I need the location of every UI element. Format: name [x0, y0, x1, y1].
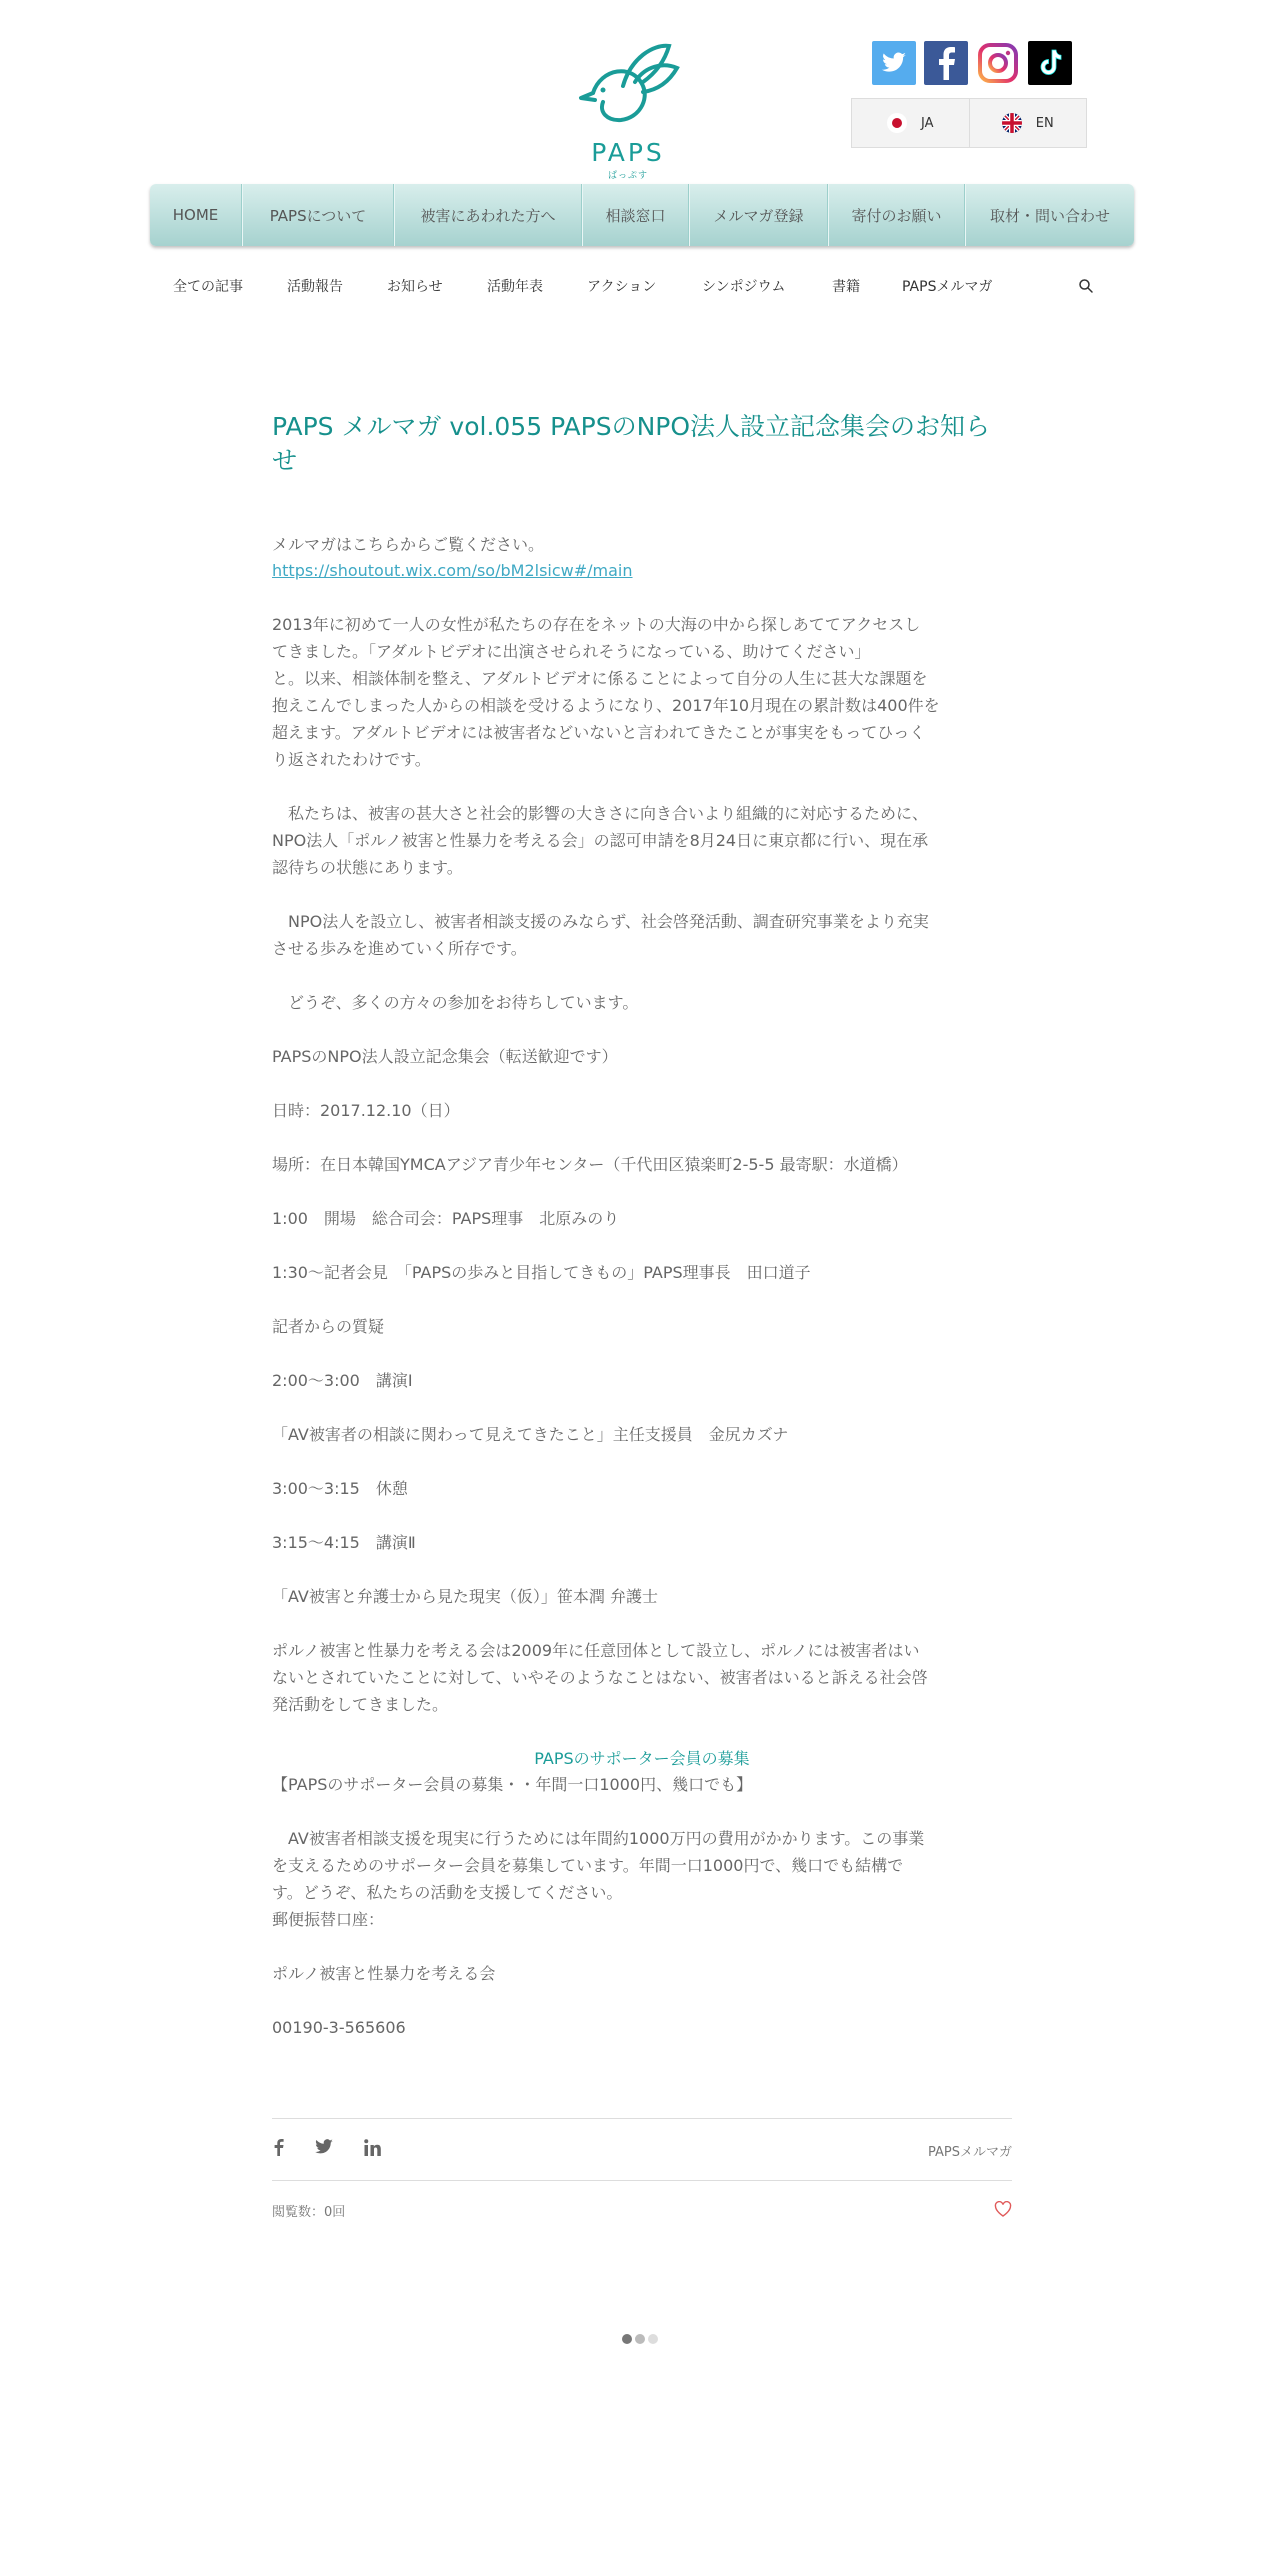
category-timeline[interactable]: 活動年表: [487, 279, 543, 295]
newsletter-link[interactable]: https://shoutout.wix.com/so/bM2lsicw#/main: [272, 561, 633, 580]
paragraph-1-line: 2013年に初めて一人の女性が私たちの存在をネットの大海の中から探しあててアクセスし: [272, 615, 921, 634]
paragraph-5-line: ないとされていたことに対して、いやそのようなことはない、被害者はいると訴える社会啓: [272, 1668, 928, 1687]
event-date: 日時：2017.12.10（日）: [272, 1101, 460, 1120]
category-action[interactable]: アクション: [587, 279, 657, 295]
article-title-line-1: PAPS メルマガ vol.055 PAPSのNPO法人設立記念集会のお知ら: [272, 412, 991, 441]
category-activity-report[interactable]: 活動報告: [287, 279, 343, 295]
twitter-share-icon[interactable]: [314, 2139, 334, 2159]
schedule-item: 「AV被害者の相談に関わって見えてきたこと」主任支援員 金尻カズナ: [272, 1425, 789, 1444]
event-title: PAPSのNPO法人設立記念集会（転送歓迎です）: [272, 1047, 618, 1066]
divider: [272, 2180, 1012, 2181]
paragraph-2-line: 認待ちの状態にあります。: [272, 858, 463, 877]
paragraph-1-line: てきました。「アダルトビデオに出演させられそうになっている、助けてください」: [272, 642, 871, 661]
facebook-icon[interactable]: [924, 41, 968, 85]
loading-dot: [622, 2334, 632, 2344]
social-bar: [872, 41, 1072, 85]
paragraph-1-line: と。以来、相談体制を整え、アダルトビデオに係ることによって自分の人生に甚大な課題を: [272, 669, 928, 688]
paragraph-2: [272, 800, 1012, 881]
nav-victims[interactable]: 被害にあわれた方へ: [394, 184, 582, 246]
schedule-item: 「AV被害と弁護士から見た現実（仮）」笹本潤 弁護士: [272, 1587, 658, 1606]
schedule-item: 3:00～3:15 休憩: [272, 1479, 408, 1498]
search-icon[interactable]: [1078, 278, 1094, 298]
blog-category-nav: [150, 272, 1134, 302]
facebook-share-icon[interactable]: [272, 2138, 284, 2160]
paragraph-6-line: す。どうぞ、私たちの活動を支援してください。: [272, 1883, 623, 1902]
nav-about[interactable]: PAPSについて: [242, 184, 394, 246]
dove-icon: [573, 38, 683, 138]
logo-text: PAPS: [591, 138, 665, 167]
article-title: [272, 410, 1012, 478]
nav-newsletter-signup[interactable]: メルマガ登録: [689, 184, 828, 246]
divider: [272, 2118, 1012, 2119]
paragraph-6-line: AV被害者相談支援を現実に行うためには年間約1000万円の費用がかかります。この事業: [272, 1829, 925, 1848]
nav-home[interactable]: HOME: [150, 184, 242, 246]
category-symposium[interactable]: シンポジウム: [702, 279, 786, 295]
nav-consultation[interactable]: 相談窓口: [582, 184, 689, 246]
category-news[interactable]: お知らせ: [387, 279, 443, 295]
nav-contact[interactable]: 取材・問い合わせ: [965, 184, 1134, 246]
main-nav: [150, 184, 1134, 246]
instagram-icon[interactable]: [976, 41, 1020, 85]
share-bar: [272, 2138, 381, 2160]
tiktok-icon[interactable]: [1028, 41, 1072, 85]
logo-subtext: ぱっぷす: [607, 171, 648, 181]
paragraph-5-line: 発活動をしてきました。: [272, 1695, 449, 1714]
schedule-item: 1:00 開場 総合司会：PAPS理事 北原みのり: [272, 1209, 620, 1228]
language-label-ja: JA: [921, 115, 934, 131]
supporter-subheading: 【PAPSのサポーター会員の募集・・年間一口1000円、幾口でも】: [272, 1775, 753, 1794]
heart-icon[interactable]: [994, 2201, 1012, 2221]
schedule-item: 3:15～4:15 講演Ⅱ: [272, 1533, 416, 1552]
paragraph-5-line: ポルノ被害と性暴力を考える会は2009年に任意団体として設立し、ポルノには被害者はい: [272, 1641, 920, 1660]
uk-flag-icon: [1002, 113, 1022, 133]
paragraph-3-line: させる歩みを進めていく所存です。: [272, 939, 527, 958]
category-newsletter[interactable]: PAPSメルマガ: [902, 279, 993, 295]
paragraph-6: [272, 1825, 1012, 1933]
article-header: [272, 410, 1012, 478]
category-all[interactable]: 全ての記事: [173, 279, 243, 295]
paragraph-6-line: 郵便振替口座：: [272, 1910, 385, 1929]
account-name: ポルノ被害と性暴力を考える会: [272, 1964, 496, 1983]
loading-dot: [635, 2334, 645, 2344]
language-option-ja[interactable]: [852, 99, 969, 147]
schedule-item: 記者からの質疑: [272, 1317, 385, 1336]
paragraph-1-line: 抱えこんでしまった人からの相談を受けるようになり、2017年10月現在の累計数は400件を: [272, 696, 940, 715]
loading-indicator: [622, 2334, 658, 2344]
event-venue: 場所：在日本韓国YMCAアジア青少年センター（千代田区猿楽町2-5-5 最寄駅：水道橋）: [272, 1155, 908, 1174]
paps-logo[interactable]: [573, 38, 683, 181]
language-switcher: [851, 98, 1087, 148]
loading-dot: [648, 2334, 658, 2344]
language-option-en[interactable]: [969, 99, 1087, 147]
twitter-icon[interactable]: [872, 41, 916, 85]
paragraph-5: [272, 1637, 1012, 1718]
paragraph-3: [272, 908, 1012, 962]
paragraph-1-line: 超えます。アダルトビデオには被害者などいないと言われてきたことが事実をもってひっく: [272, 723, 926, 742]
paragraph-3-line: NPO法人を設立し、被害者相談支援のみならず、社会啓発活動、調査研究事業をより充実: [272, 912, 929, 931]
account-number: 00190-3-565606: [272, 2018, 406, 2037]
paragraph-4: どうぞ、多くの方々の参加をお待ちしています。: [272, 993, 639, 1012]
paragraph-6-line: を支えるためのサポーター会員を募集しています。年間一口1000円で、幾口でも結構で: [272, 1856, 904, 1875]
intro-text: メルマガはこちらからご覧ください。: [272, 535, 545, 554]
paragraph-2-line: NPO法人「ポルノ被害と性暴力を考える会」の認可申請を8月24日に東京都に行い、現在承: [272, 831, 929, 850]
schedule-item: 1:30～記者会見 「PAPSの歩みと目指してきもの」PAPS理事長 田口道子: [272, 1263, 811, 1282]
article-title-line-2: せ: [272, 446, 298, 475]
japan-flag-icon: [887, 113, 907, 133]
view-count: 閲覧数：0回: [272, 2205, 346, 2220]
paragraph-2-line: 私たちは、被害の甚大さと社会的影響の大きさに向き合いより組織的に対応するために、: [272, 804, 929, 823]
paragraph-1: [272, 611, 1012, 773]
post-category-link[interactable]: PAPSメルマガ: [928, 2145, 1012, 2160]
linkedin-share-icon[interactable]: [364, 2139, 381, 2160]
category-books[interactable]: 書籍: [832, 279, 860, 295]
supporter-heading: PAPSのサポーター会員の募集: [534, 1749, 750, 1768]
schedule-item: 2:00～3:00 講演Ⅰ: [272, 1371, 413, 1390]
language-label-en: EN: [1035, 115, 1054, 131]
paragraph-1-line: り返されたわけです。: [272, 750, 431, 769]
nav-donation[interactable]: 寄付のお願い: [828, 184, 965, 246]
